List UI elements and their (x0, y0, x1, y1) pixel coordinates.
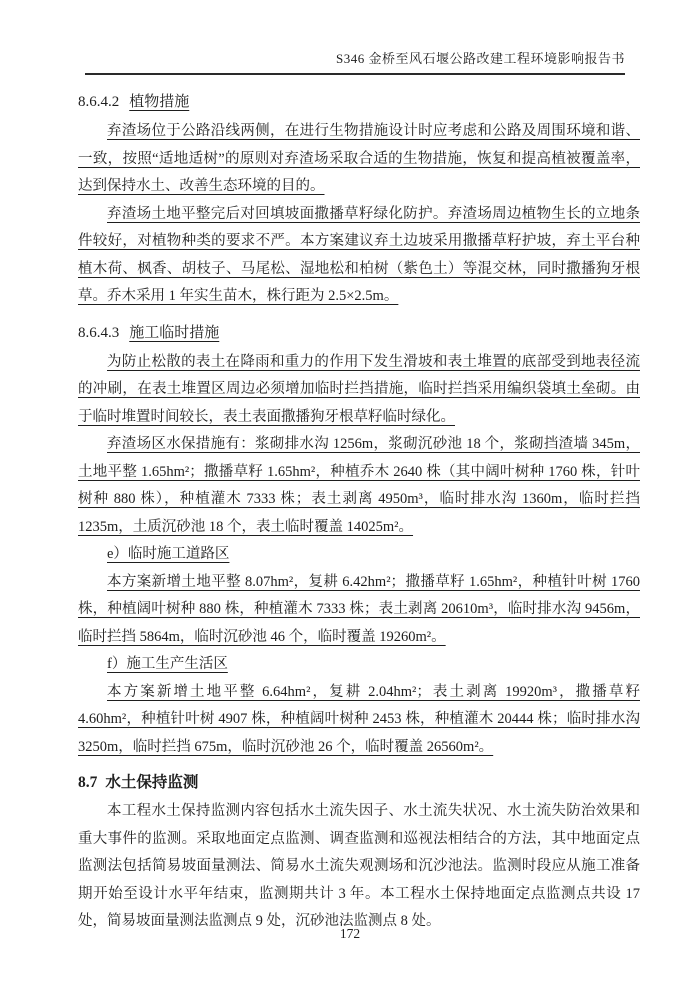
paragraph-spoil-area-measures: 弃渣场区水保措施有：浆砌排水沟 1256m，浆砌沉砂池 18 个，浆砌挡渣墙 345m，土地平整 1.65hm²；撒播草籽 1.65hm²，种植乔木 2640 株（其中阔叶树种 1760 株，针叶树种 880 株），种植灌木 7333 株；表土剥离 4950m³，临时排水沟 1360m，临时拦挡 1235m，土质沉砂池 18 个，表土临时覆盖 14025m²。 (78, 436, 640, 535)
section-heading-8-7 (78, 769, 640, 796)
page-number: 172 (339, 926, 361, 941)
section-heading-8-6-4-2 (78, 89, 640, 115)
section-title: 水土保持监测 (105, 774, 199, 791)
section-title: 植物措施 (129, 94, 190, 110)
paragraph-temp-road-area: 本方案新增土地平整 8.07hm²，复耕 6.42hm²；撒播草籽 1.65hm²，种植针叶树 1760 株，种植阔叶树种 880 株，种植灌木 7333 株；表土剥离 20610m³，临时排水沟 9456m，临时拦挡 5864m，临时沉砂池 46 个，临时覆盖 19260m²。 (78, 573, 640, 645)
document-body (78, 80, 640, 936)
paragraph-temp-measures: 为防止松散的表土在降雨和重力的作用下发生滑坡和表土堆置的底部受到地表径流的冲刷，在表土堆置区周边必须增加临时拦挡措施，临时拦挡采用编织袋填土垒砌。由于临时堆置时间较长，表土表面撒播狗牙根草籽临时绿化。 (78, 353, 640, 425)
section-number: 8.7 (78, 774, 98, 791)
list-heading-f-construction-living-area: f）施工生产生活区 (107, 656, 228, 672)
paragraph-monitoring: 本工程水土保持监测内容包括水土流失因子、水土流失状况、水土流失防治效果和重大事件的监测。采取地面定点监测、调查监测和巡视法相结合的方法，其中地面定点监测法包括简易坡面量测法、简易水土流失观测场和沉沙池法。监测时段应从施工准备期开始至设计水平年结束，监测期共计 3 年。本工程水土保持地面定点监测点共设 17 处，简易坡面量测法监测点 9 处，沉砂池法监测点 8 处。 (78, 803, 640, 929)
section-heading-8-6-4-3 (78, 320, 640, 346)
list-heading-e-temp-road-area: e）临时施工道路区 (107, 546, 230, 562)
section-number: 8.6.4.3 (78, 324, 120, 341)
running-header: S346 金桥至风石堰公路改建工程环境影响报告书 (85, 48, 625, 75)
paragraph-plant-measures-2: 弃渣场土地平整完后对回填坡面撒播草籽绿化防护。弃渣场周边植物生长的立地条件较好，对植物种类的要求不严。本方案建议弃土边坡采用撒播草籽护坡，弃土平台种植木荷、枫香、胡枝子、马尾松、湿地松和柏树（紫色土）等混交林，同时撒播狗牙根草。乔木采用 1 年实生苗木，株行距为 2.5×2.5m。 (78, 205, 640, 304)
paragraph-plant-measures-1: 弃渣场位于公路沿线两侧，在进行生物措施设计时应考虑和公路及周围环境和谐、一致，按照“适地适树”的原则对弃渣场采取合适的生物措施，恢复和提高植被覆盖率，达到保持水土、改善生态环境的目的。 (78, 123, 640, 194)
paragraph-construction-living-area: 本方案新增土地平整 6.64hm²，复耕 2.04hm²；表土剥离 19920m³，撒播草籽 4.60hm²，种植针叶树 4907 株，种植阔叶树种 2453 株，种植灌木 20444 株；临时排水沟 3250m，临时拦挡 675m，临时沉砂池 26 个，临时覆盖 26560m²。 (78, 683, 640, 755)
section-title: 施工临时措施 (129, 324, 220, 341)
section-number: 8.6.4.2 (78, 94, 120, 110)
